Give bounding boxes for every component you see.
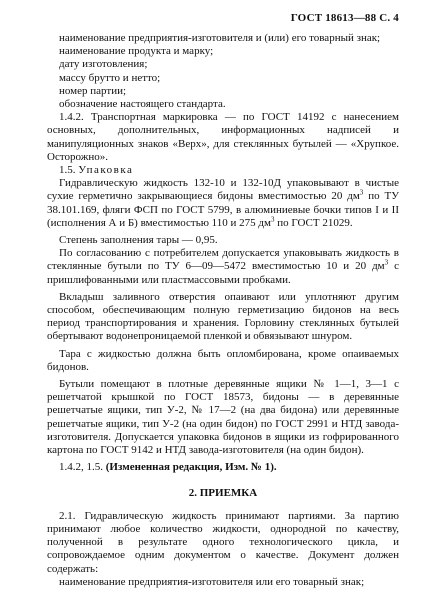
marking-list-item: наименование продукта и марку;: [59, 45, 214, 58]
section-title: Упаковка: [78, 164, 134, 177]
fill-degree-paragraph: Степень заполнения тары — 0,95.: [59, 234, 218, 247]
section-1-5-heading: [47, 164, 399, 177]
paragraph-2-1: 2.1. Гидравлическую жидкость принимают партиями. За партию принимают любое количество жидкости, однородной по качеству, полученной в результате одного технологического цикла, и сопровождаемое одним документом о качестве. Документ должен содержать:: [47, 509, 399, 575]
agreement-paragraph: По согласованию с потребителем допускается упаковывать жидкость в стеклянные бутыли по ТУ 6—09—5472 вместимостью 10 и 20 $дм^3$ с пришлифованными или пластмассовыми пробками.: [47, 247, 399, 286]
page-header: ГОСТ 18613—88 С. 4: [290, 12, 399, 24]
marking-list-item: наименование предприятия-изготовителя и (или) его товарный знак;: [59, 32, 381, 44]
seal-paragraph: Тара с жидкостью должна быть опломбирована, кроме опаиваемых бидонов.: [47, 347, 399, 373]
paragraph-2-1-list-item: наименование предприятия-изготовителя или его товарный знак;: [59, 575, 365, 588]
liner-paragraph: Вкладыш заливного отверстия опаивают или уплотняют другим способом, обеспечивающим полную герметизацию бидонов на весь период транспортирования и хранения. Горловину стеклянных бутылей обертывают водонепроницаемой пленкой и обвязывают шнуром.: [47, 290, 399, 343]
boxes-paragraph: Бутыли помещают в плотные деревянные ящики № 1—1, 3—1 с решетчатой крышкой по ГОСТ 18573, бидоны — в деревянные решетчатые ящики, тип У-2, № 17—2 (на два бидона) или деревянные решетчатые ящики, тип У-2 (на один бидон) по ГОСТ 2991 и НТД завода-изготовителя. Допускается упаковка бидонов в ящики из гофрированного картона по ГОСТ 9142 и НТД завода-изготовителя (на один бидон).: [47, 378, 399, 457]
packaging-paragraph: Гидравлическую жидкость 132-10 и 132-10Д упаковывают в чистые сухие герметично закрывающиеся бидоны вместимостью 20 $дм^3$ по ТУ 38.101.169, фляги ФСП по ГОСТ 5799, в алюминиевые бочки типов I и II (исполнения А и Б) вместимостью 110 и 275 $дм^3$ по ГОСТ 21029.: [47, 177, 399, 229]
section-number: 1.5.: [59, 164, 76, 177]
paragraph-1-4-2: 1.4.2. Транспортная маркировка — по ГОСТ 14192 с нанесением основных, дополнительных, информационных надписей и манипуляционных знаков «Верх», для стеклянных бутылей — «Хрупкое. Осторожно».: [47, 111, 399, 163]
marking-list-item: обозначение настоящего стандарта.: [59, 98, 226, 111]
marking-list-item: массу брутто и нетто;: [59, 71, 161, 84]
document-body: [47, 32, 399, 589]
marking-list-item: номер партии;: [59, 84, 127, 97]
amendment-note: 1.4.2, 1.5. (Измененная редакция, Изм. № 1).: [59, 461, 277, 474]
marking-list-item: дату изготовления;: [59, 58, 148, 71]
section-2-title: 2. ПРИЕМКА: [188, 486, 258, 499]
